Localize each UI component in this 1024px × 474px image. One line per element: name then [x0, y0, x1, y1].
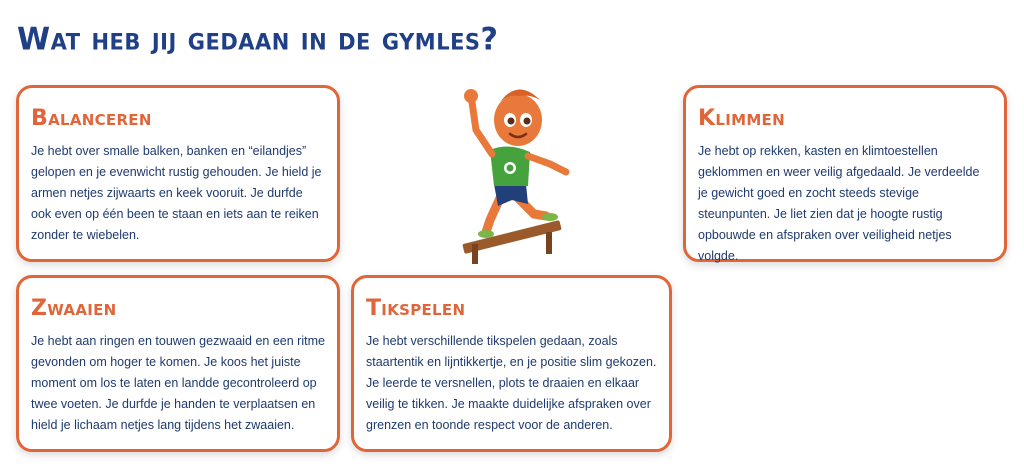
- card-title: Tikspelen: [366, 296, 466, 321]
- card-title: Zwaaien: [31, 296, 117, 321]
- card-text: Je hebt aan ringen en touwen gezwaaid en een ritme gevonden om hoger te komen. Je koos het juiste moment om los te laten en landde gecontroleerd op twee voeten. Je durfde je handen te verplaatsen en hield je lichaam netjes lang tijdens het zwaaien.: [31, 334, 325, 432]
- card-text: Je hebt verschillende tikspelen gedaan, zoals staartentik en lijntikkertje, en je positie slim gekozen. Je leerde te versnellen, plots te draaien en elkaar veilig te tikken. Je maakte duidelijke afspraken over grenzen en toonde respect voor de anderen.: [366, 334, 657, 432]
- page-title: Wat heb jij gedaan in de gymles?: [17, 21, 499, 58]
- card-title: Balanceren: [31, 106, 152, 131]
- card-title: Klimmen: [698, 106, 785, 131]
- card-klimmen: [683, 85, 1007, 262]
- balancing-character-icon: [438, 80, 578, 266]
- card-tikspelen: [351, 275, 672, 452]
- card-balanceren: [16, 85, 340, 262]
- card-zwaaien: [16, 275, 340, 452]
- card-text: Je hebt op rekken, kasten en klimtoestellen geklommen en weer veilig afgedaald. Je verdeelde je gewicht goed en zocht steeds stevige steunpunten. Je liet zien dat je hoogte rustig opbouwde en afspraken over veiligheid netjes volgde.: [698, 144, 980, 263]
- card-text: Je hebt over smalle balken, banken en “eilandjes” gelopen en je evenwicht rustig gehouden. Je hield je armen netjes zijwaarts en keek vooruit. Je durfde ook even op één been te staan en iets aan te reiken zonder te wiebelen.: [31, 144, 322, 242]
